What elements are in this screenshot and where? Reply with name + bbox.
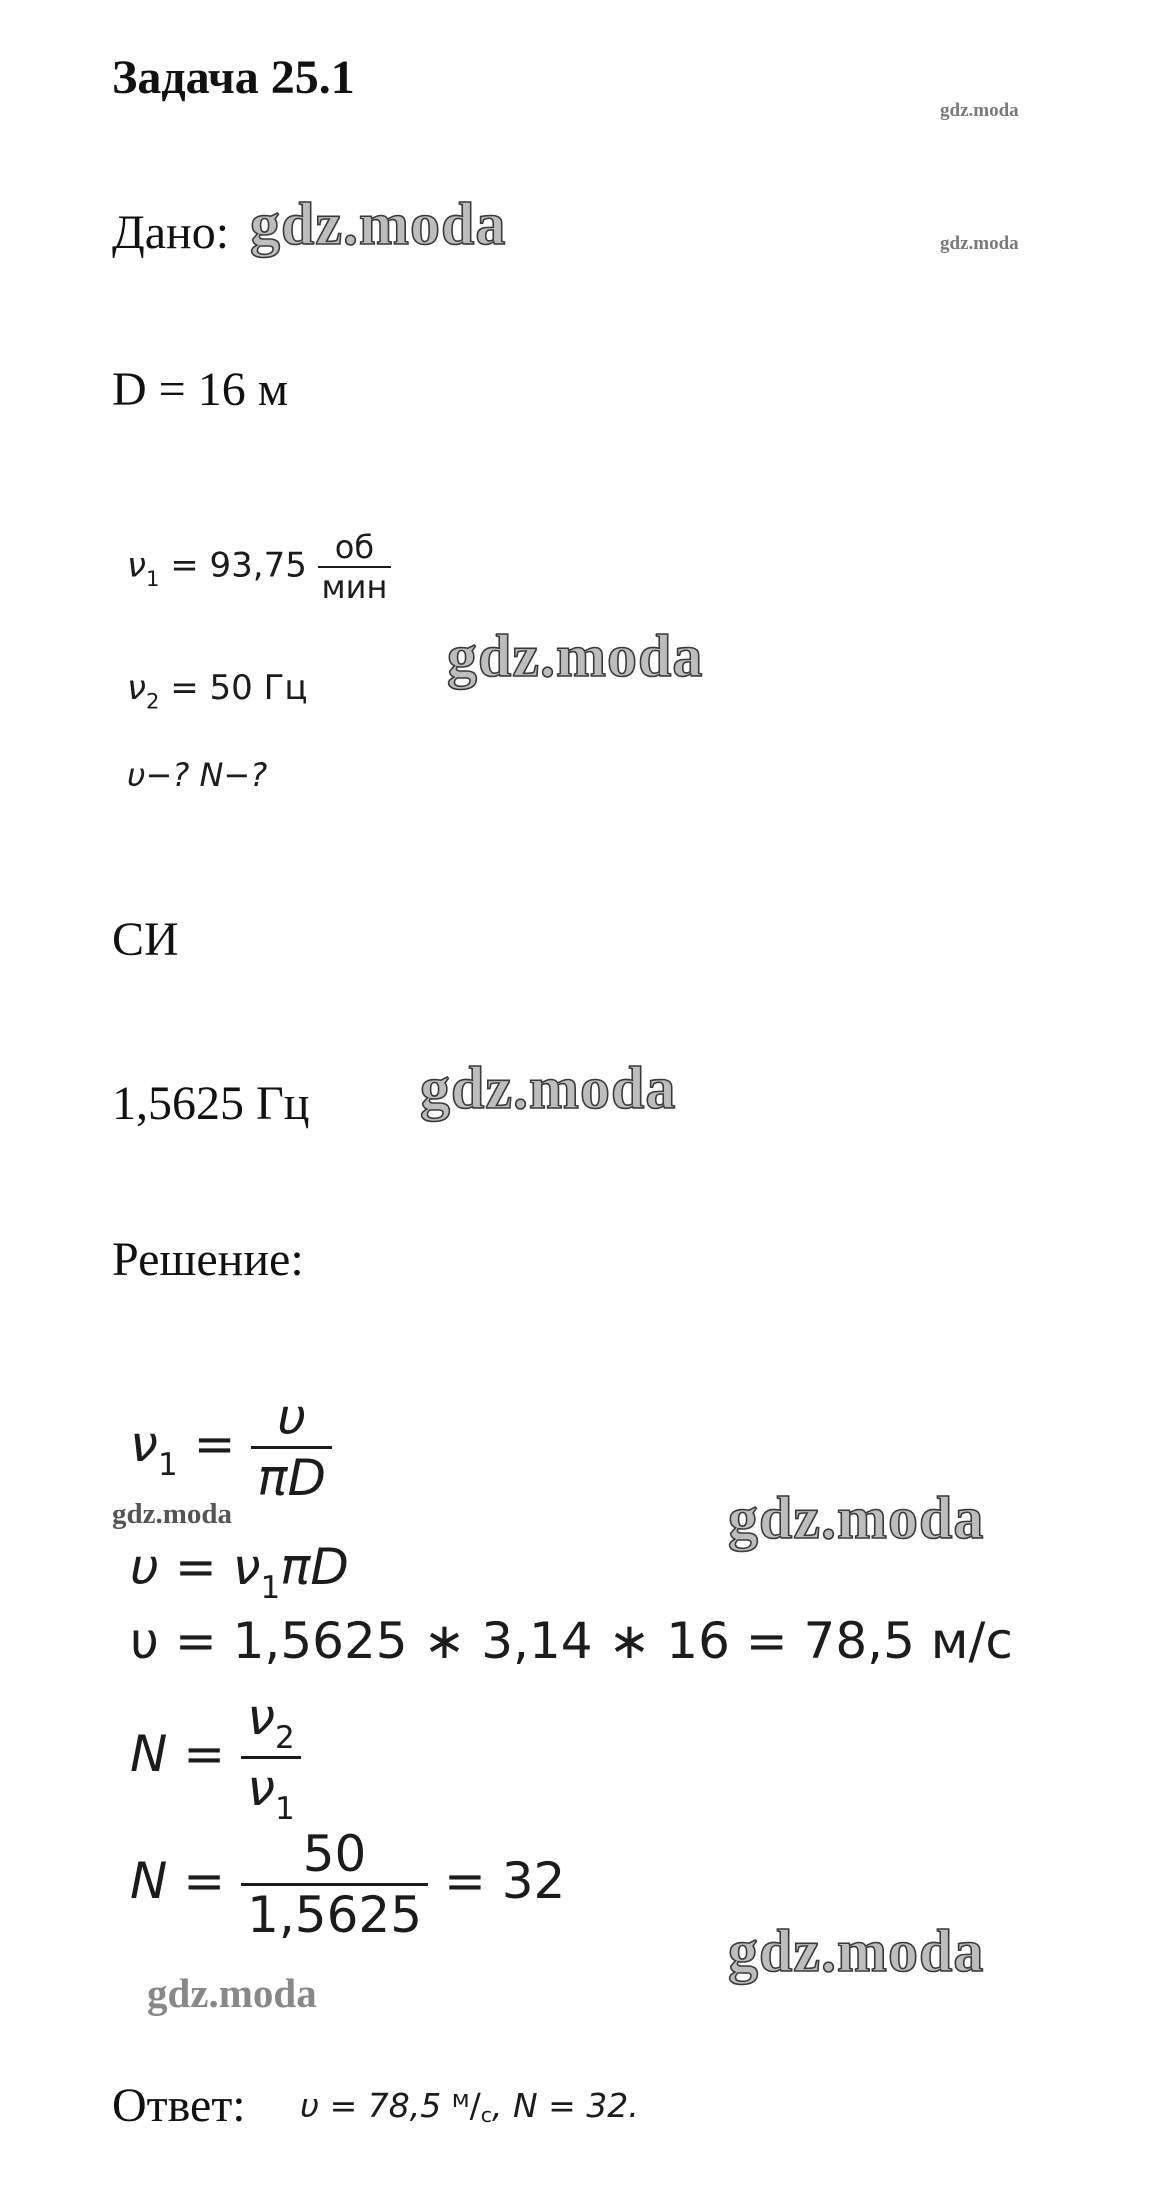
equation-2	[130, 1538, 349, 1606]
watermark: gdz.moda	[940, 100, 1019, 121]
given-frequency-2	[127, 668, 307, 713]
watermark: gdz.moda	[940, 233, 1019, 254]
watermark: gdz.moda	[147, 1970, 317, 2016]
equation-2-lhs: υ = ν	[130, 1538, 261, 1596]
si-label: СИ	[112, 913, 179, 966]
equation-4-lhs: N	[130, 1724, 168, 1783]
nu-index: 2	[146, 688, 160, 714]
page-title: Задача 25.1	[112, 51, 355, 104]
given-frequency-1-value: = 93,75	[159, 545, 318, 586]
answer-part-2: , N = 32.	[492, 2085, 639, 2125]
watermark: gdz.moda	[112, 1498, 233, 1530]
equation-5-lhs: N	[130, 1852, 168, 1910]
nu-index: 1	[275, 1790, 295, 1827]
equation-5-fraction	[241, 1825, 428, 1944]
fraction-denominator: πD	[251, 1446, 332, 1507]
nu-symbol: ν	[127, 668, 146, 708]
watermark: gdz.moda	[420, 1055, 677, 1121]
equation-5-result: = 32	[428, 1852, 566, 1910]
answer-unit-separator: /	[469, 2085, 481, 2125]
nu-index: 1	[260, 1569, 281, 1606]
nu-symbol: ν	[247, 1688, 276, 1746]
fraction-denominator	[241, 1756, 301, 1827]
fraction-numerator: υ	[277, 1388, 307, 1446]
equation-5	[130, 1825, 565, 1944]
fraction-denominator: 1,5625	[241, 1883, 428, 1944]
answer-value	[300, 2085, 639, 2127]
equals-sign: =	[167, 1852, 242, 1910]
answer-unit-numerator: м	[451, 2085, 470, 2113]
watermark: gdz.moda	[728, 1485, 985, 1551]
watermark: gdz.moda	[447, 623, 704, 689]
equation-1	[130, 1388, 332, 1507]
given-frequency-2-value: = 50 Гц	[159, 668, 308, 708]
nu-index: 1	[146, 565, 160, 591]
equals-sign: =	[167, 1724, 242, 1783]
nu-symbol: ν	[130, 1415, 158, 1473]
solution-label: Решение:	[112, 1233, 304, 1286]
answer-unit-denominator: с	[480, 2103, 492, 2128]
unit-numerator: об	[334, 528, 375, 566]
answer-label: Ответ:	[112, 2079, 246, 2132]
fraction-numerator	[241, 1688, 301, 1756]
watermark: gdz.moda	[728, 1918, 985, 1984]
fraction-numerator: 50	[302, 1825, 367, 1883]
given-question: υ−? N−?	[127, 756, 268, 794]
given-diameter: D = 16 м	[112, 363, 289, 416]
equation-3: υ = 1,5625 ∗ 3,14 ∗ 16 = 78,5 м/с	[130, 1612, 1013, 1670]
given-label: Дано:	[112, 206, 230, 259]
watermark: gdz.moda	[250, 191, 507, 257]
equation-4-fraction	[241, 1688, 301, 1827]
unit-fraction	[318, 528, 392, 606]
unit-denominator: мин	[318, 566, 392, 606]
equals-sign: =	[177, 1415, 252, 1473]
nu-index: 1	[157, 1446, 178, 1483]
given-frequency-1	[127, 528, 391, 606]
equation-4	[130, 1688, 301, 1827]
answer-part-1: υ = 78,5	[300, 2085, 452, 2125]
nu-symbol: ν	[127, 545, 146, 586]
nu-symbol: ν	[247, 1758, 276, 1817]
nu-index: 2	[275, 1719, 295, 1756]
si-value: 1,5625 Гц	[112, 1077, 310, 1130]
equation-2-rest: πD	[280, 1538, 349, 1596]
equation-1-fraction	[251, 1388, 332, 1507]
